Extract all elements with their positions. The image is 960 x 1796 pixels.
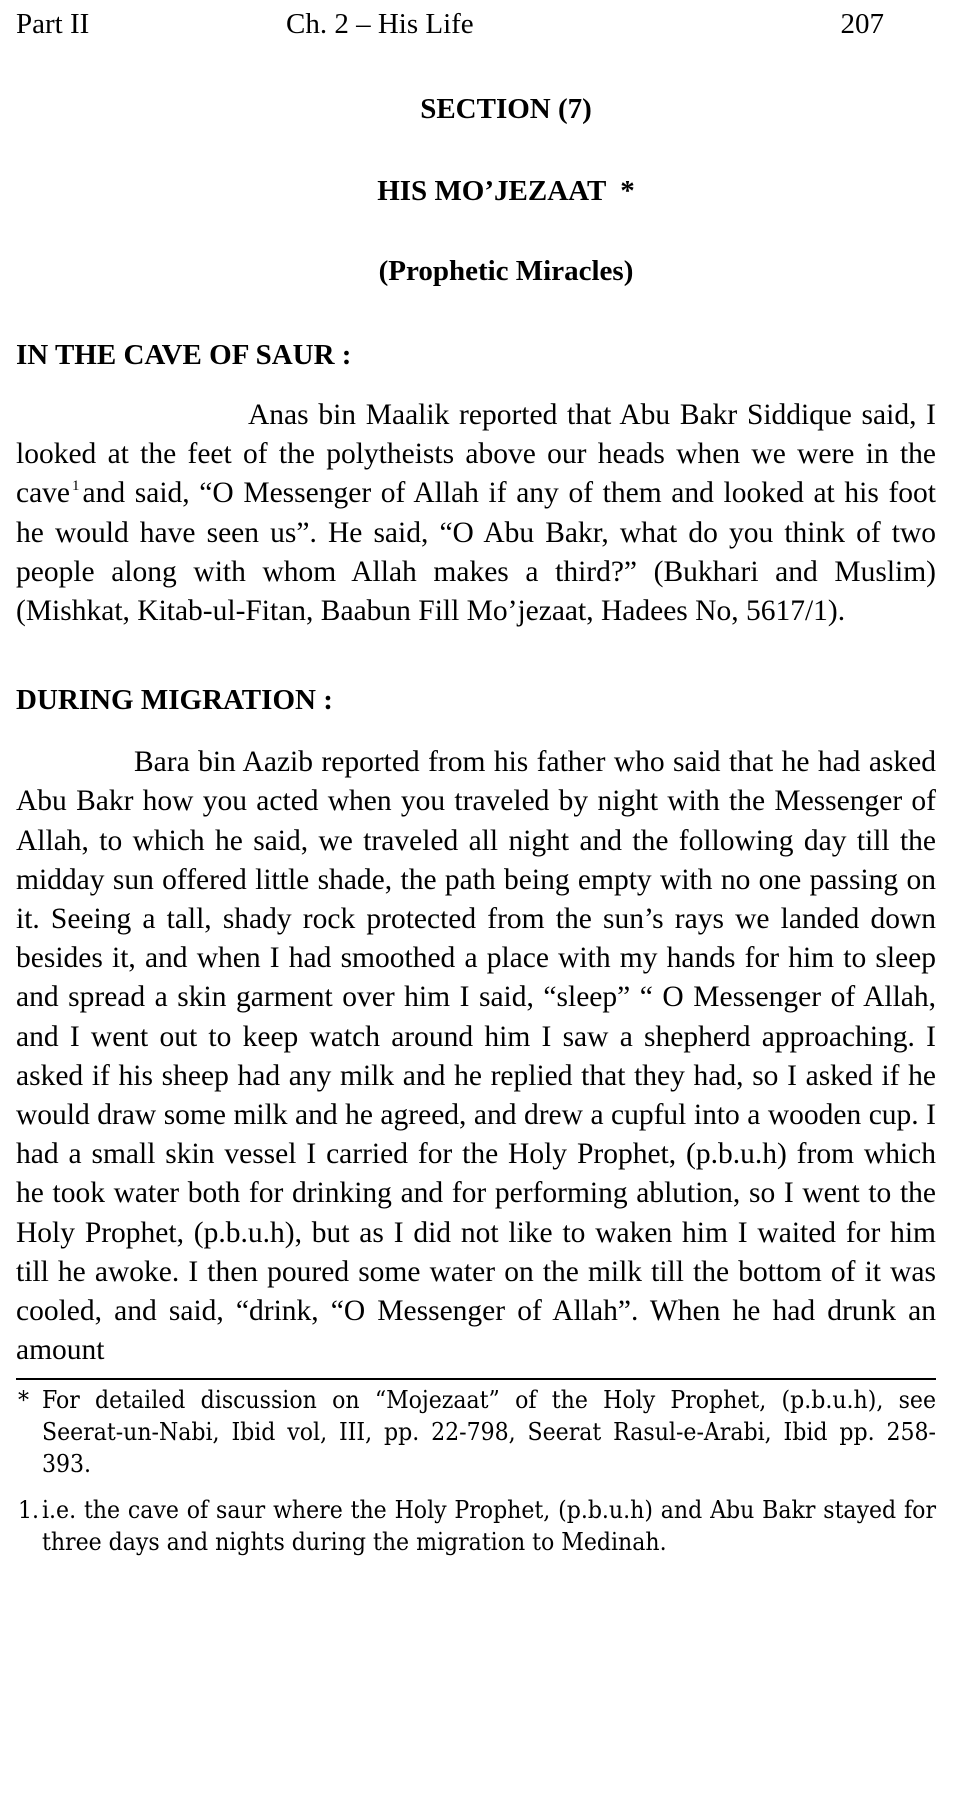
footnote-mark: * — [18, 1385, 30, 1415]
footnote-text: i.e. the cave of saur where the Holy Prophet, (p.b.u.h) and Abu Bakr stayed for three days and nights during the migration to Medinah. — [42, 1495, 936, 1557]
cave-text-part1: Anas bin Maalik reported that Abu Bakr Siddique said, I looked at the feet of the polytheists above our heads when we were in the cave — [16, 399, 936, 510]
cave-text-part2: and said, “O Messenger of Allah if any of them and looked at his foot he would have seen us”. He said, “O Abu Bakr, what do you think of two people along with whom Allah makes a third?” (Bukhari and Muslim) (Mishkat, Kitab-ul-Fitan, Baabun Fill Mo’jezaat, Hadees No, 5617/1). — [16, 477, 936, 628]
section-label: SECTION (7) — [420, 93, 592, 125]
footnote-1 — [16, 1494, 936, 1558]
footnote-divider — [16, 1378, 936, 1380]
cave-paragraph — [16, 396, 936, 631]
section-title: HIS MO’JEZAAT * — [377, 175, 635, 207]
page-number: 207 — [840, 8, 884, 40]
footnote-mark: 1. — [18, 1495, 40, 1525]
footnote-star — [16, 1384, 936, 1480]
section-subtitle: (Prophetic Miracles) — [378, 255, 634, 287]
footnotes — [16, 1384, 936, 1558]
part-label: Part II — [16, 8, 90, 40]
footnote-reference-1[interactable]: 1 — [72, 478, 80, 495]
migration-heading: DURING MIGRATION : — [16, 684, 333, 717]
running-head — [16, 0, 936, 48]
footnote-text: For detailed discussion on “Mojezaat” of the Holy Prophet, (p.b.u.h), see Seerat-un-Nabi, Ibid vol, III, pp. 22-798, Seerat Rasul-e-Arabi, Ibid pp. 258-393. — [42, 1385, 936, 1479]
chapter-label: Ch. 2 – His Life — [286, 8, 474, 40]
migration-paragraph: Bara bin Aazib reported from his father who said that he had asked Abu Bakr how you acted when you traveled by night with the Messenger of Allah, to which he said, we traveled all night and the following day till the midday sun offered little shade, the path being empty with no one passing on it. Seeing a tall, shady rock protected from the sun’s rays we landed down besides it, and when I had smoothed a place with my hands for him to sleep and spread a skin garment over him I said, “sleep” “ O Messenger of Allah, and I went out to keep watch around him I saw a shepherd approaching. I asked if his sheep had any milk and he replied that they had, so I asked if he would draw some milk and he agreed, and drew a cupful into a wooden cup. I had a small skin vessel I carried for the Holy Prophet, (p.b.u.h) from which he took water both for drinking and for performing ablution, so I went to the Holy Prophet, (p.b.u.h), but as I did not like to waken him I waited for him till he awoke. I then poured some water on the milk till the bottom of it was cooled, and said, “drink, “O Messenger of Allah”. When he had drunk an amount — [16, 746, 936, 1367]
cave-heading: IN THE CAVE OF SAUR : — [16, 339, 352, 371]
